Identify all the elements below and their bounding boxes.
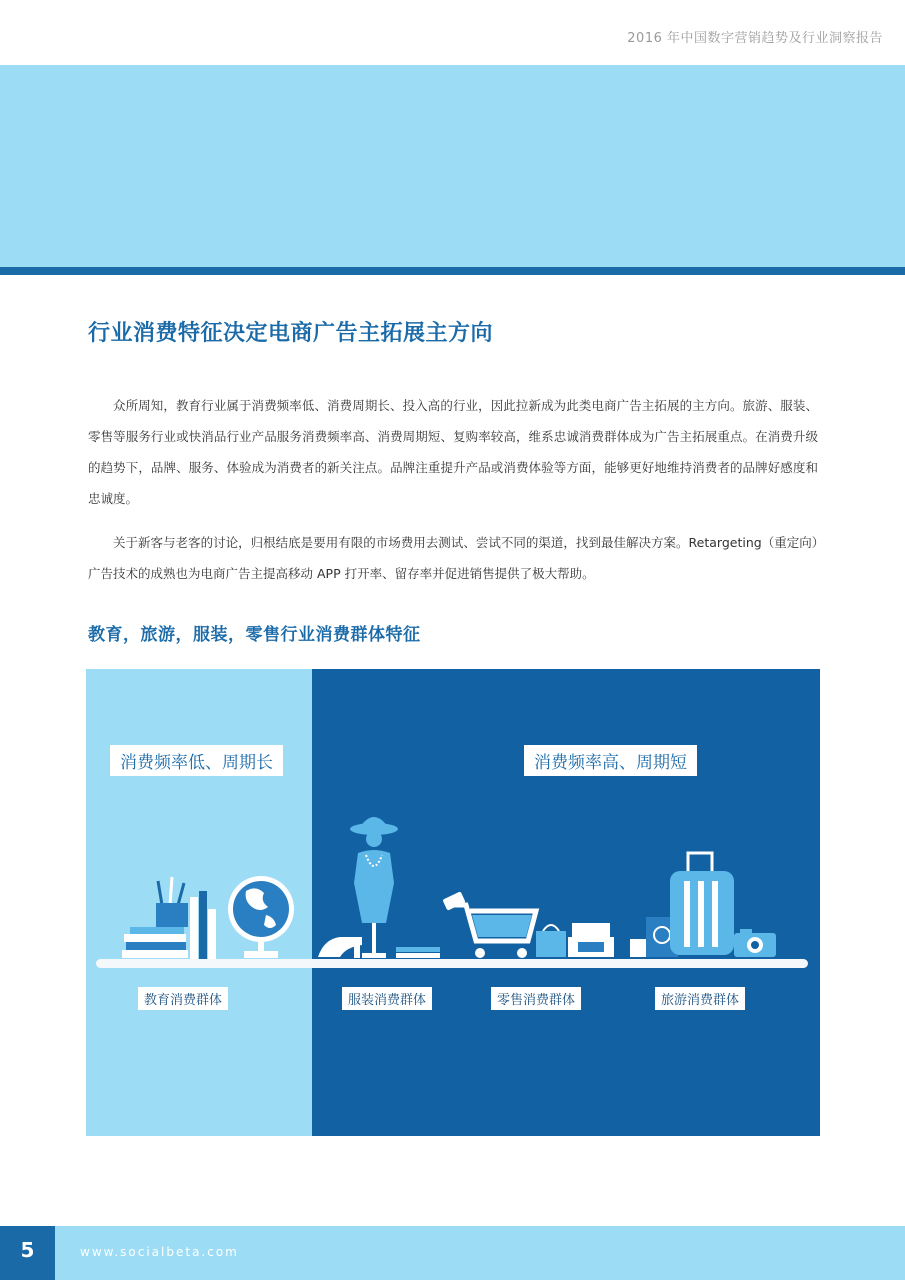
low-frequency-label: 消费频率低、周期长 (110, 745, 283, 776)
body-paragraph-2: 关于新客与老客的讨论，归根结底是要用有限的市场费用去测试、尝试不同的渠道，找到最佳解决方案。Retargeting（重定向）广告技术的成熟也为电商广告主提高移动 APP 打开率、留存率并促进销售提供了极大帮助。 (88, 535, 818, 581)
suitcase-icon (670, 853, 734, 955)
high-frequency-label: 消费频率高、周期短 (524, 745, 697, 776)
shelf-icon (96, 959, 808, 968)
globe-icon (228, 876, 294, 958)
education-group-label: 教育消费群体 (138, 987, 228, 1010)
page-number: 5 (20, 1238, 35, 1262)
books-icon (122, 927, 188, 958)
infographic-title: 教育，旅游，服装，零售行业消费群体特征 (88, 625, 421, 645)
footer-url[interactable]: www.socialbeta.com (80, 1245, 239, 1259)
shopping-cart-icon (442, 891, 536, 958)
clothing-group-label: 服装消费群体 (342, 987, 432, 1010)
report-title: 2016 年中国数字营销趋势及行业洞察报告 (627, 31, 883, 46)
cash-register-icon (568, 923, 614, 957)
retail-group-label: 零售消费群体 (491, 987, 581, 1010)
mannequin-icon (350, 817, 398, 958)
section-title: 行业消费特征决定电商广告主拓展主方向 (88, 321, 494, 346)
folded-clothes-icon (396, 947, 440, 958)
shopping-bag-icon (536, 925, 566, 957)
camera-icon (734, 929, 776, 957)
industry-illustration (86, 669, 820, 1136)
travel-group-label: 旅游消费群体 (655, 987, 745, 1010)
pencil-cup-icon (156, 877, 188, 927)
high-heel-icon (318, 937, 362, 958)
standing-books-icon (190, 891, 216, 959)
consumer-group-infographic (86, 669, 820, 1136)
banner-divider (0, 267, 905, 275)
body-paragraph-1: 众所周知，教育行业属于消费频率低、消费周期长、投入高的行业，因此拉新成为此类电商广告主拓展的主方向。旅游、服装、零售等服务行业或快消品行业产品服务消费频率高、消费周期短、复购率较高，维系忠诚消费群体成为广告主拓展重点。在消费升级的趋势下，品牌、服务、体验成为消费者的新关注点。品牌注重提升产品或消费体验等方面，能够更好地维持消费者的品牌好感度和忠诚度。 (88, 398, 818, 506)
header-banner (0, 65, 905, 267)
